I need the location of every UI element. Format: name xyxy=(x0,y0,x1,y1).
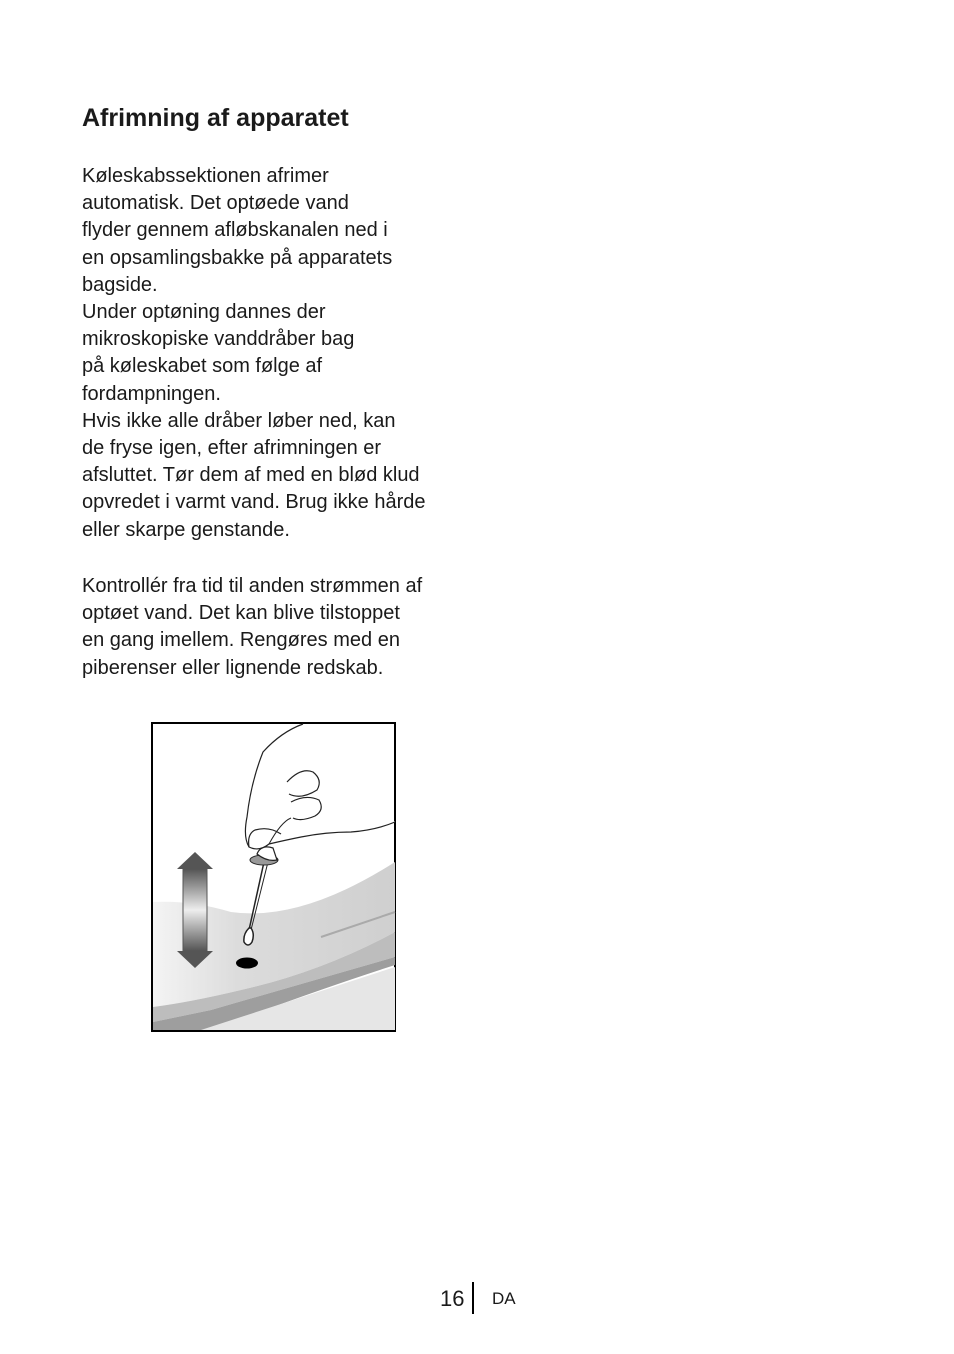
text-line: flyder gennem afløbskanalen ned i xyxy=(82,219,388,242)
text-line: optøet vand. Det kan blive tilstoppet xyxy=(82,602,400,625)
text-line: Hvis ikke alle dråber løber ned, kan xyxy=(82,409,396,432)
text-line: eller skarpe genstande. xyxy=(82,518,290,541)
text-line: en gang imellem. Rengøres med en xyxy=(82,629,400,652)
drain-cleaning-illustration xyxy=(151,722,396,1032)
text-line: mikroskopiske vanddråber bag xyxy=(82,328,355,351)
text-line: fordampningen. xyxy=(82,382,221,405)
text-line: de fryse igen, efter afrimningen er xyxy=(82,437,382,460)
text-line: Under optøning dannes der xyxy=(82,301,326,324)
section-title: Afrimning af apparatet xyxy=(82,104,349,132)
text-line: en opsamlingsbakke på apparatets xyxy=(82,246,393,269)
paragraph-defrost-info xyxy=(82,163,502,544)
footer-divider xyxy=(472,1282,474,1314)
page-number: 16 xyxy=(440,1286,465,1311)
text-line: på køleskabet som følge af xyxy=(82,355,323,378)
drain-hole xyxy=(236,958,258,969)
text-line: bagside. xyxy=(82,273,158,296)
text-line: automatisk. Det optøede vand xyxy=(82,192,349,215)
text-line: afsluttet. Tør dem af med en blød klud xyxy=(82,464,420,487)
text-line: opvredet i varmt vand. Brug ikke hårde xyxy=(82,491,426,514)
language-code: DA xyxy=(492,1289,516,1308)
text-line: Køleskabssektionen afrimer xyxy=(82,165,329,187)
text-line: piberenser eller lignende redskab. xyxy=(82,656,384,679)
text-line: Kontrollér fra tid til anden strømmen af xyxy=(82,575,423,597)
paragraph-drain-check xyxy=(82,573,502,682)
